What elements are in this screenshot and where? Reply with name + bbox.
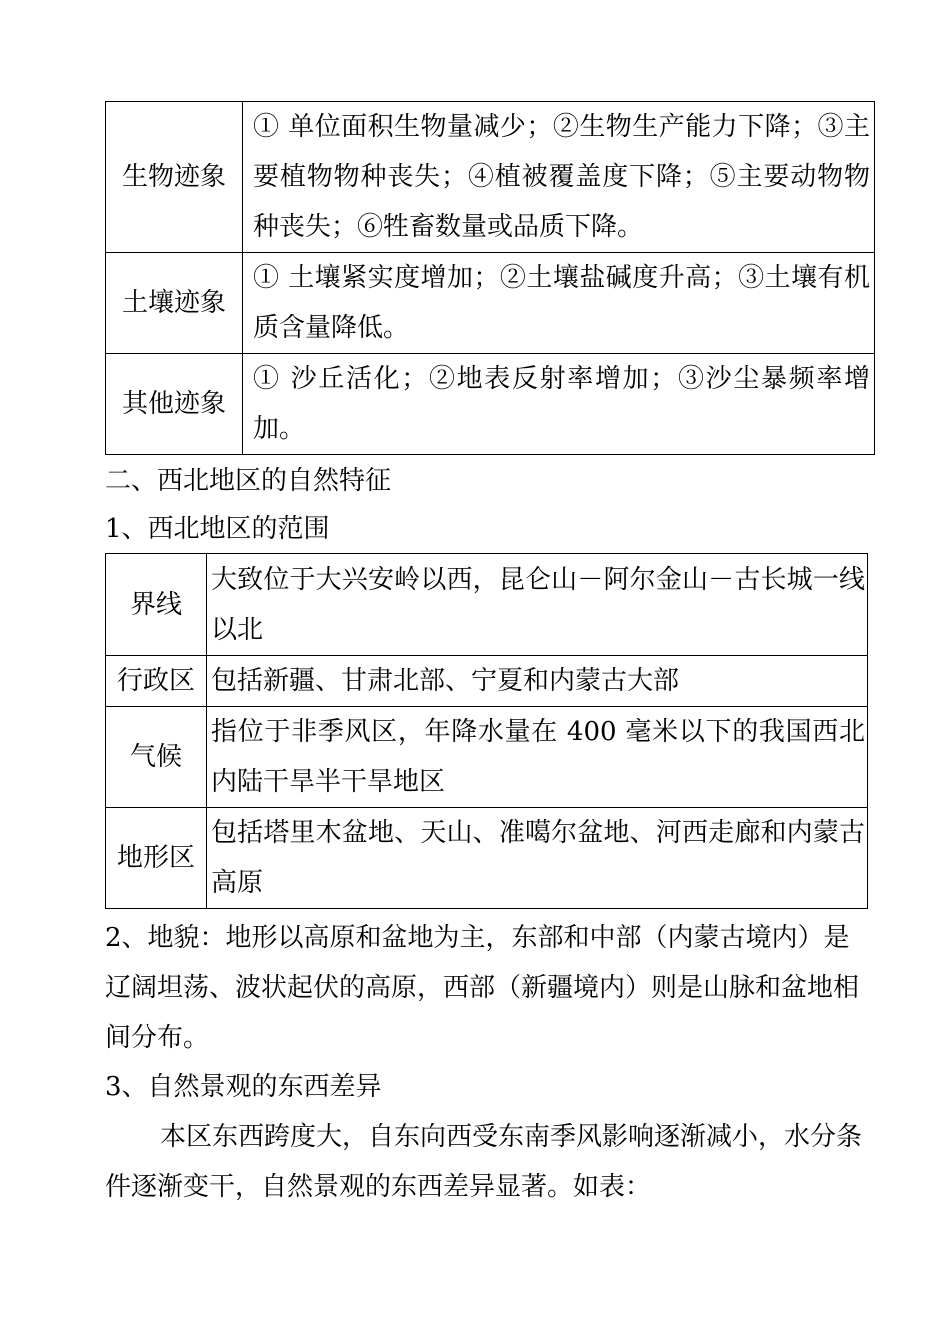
- landscape-paragraph: 本区东西跨度大，自东向西受东南季风影响逐渐减小，水分条件逐渐变干，自然景观的东西差异显著。如表：: [105, 1122, 863, 1202]
- row-content: 大致位于大兴安岭以西，昆仑山－阿尔金山－古长城一线以北: [207, 554, 868, 656]
- row-label: 行政区: [106, 656, 207, 707]
- table-row: [106, 707, 868, 808]
- row-content: 指位于非季风区，年降水量在 400 毫米以下的我国西北内陆干旱半干旱地区: [207, 707, 868, 808]
- subsection-heading: 3、自然景观的东西差异: [105, 1072, 382, 1102]
- row-label: 气候: [106, 707, 207, 808]
- row-label: 生物迹象: [106, 102, 243, 253]
- desertification-signs-table: [105, 101, 875, 455]
- row-label: 界线: [106, 554, 207, 656]
- row-label: 地形区: [106, 808, 207, 909]
- section-heading: 二、西北地区的自然特征: [105, 466, 392, 496]
- landform-paragraph: 2、地貌：地形以高原和盆地为主，东部和中部（内蒙古境内）是辽阔坦荡、波状起伏的高原，西部（新疆境内）则是山脉和盆地相间分布。: [105, 923, 860, 1053]
- table-row: [106, 808, 868, 909]
- row-content: ① 土壤紧实度增加；②土壤盐碱度升高；③土壤有机质含量降低。: [243, 253, 875, 354]
- subsection-heading: 1、西北地区的范围: [105, 514, 330, 544]
- row-label: 其他迹象: [106, 354, 243, 455]
- row-content: ① 沙丘活化；②地表反射率增加；③沙尘暴频率增加。: [243, 354, 875, 455]
- table-row: [106, 354, 875, 455]
- row-content: 包括塔里木盆地、天山、准噶尔盆地、河西走廊和内蒙古高原: [207, 808, 868, 909]
- table-row: [106, 102, 875, 253]
- table-row: [106, 656, 868, 707]
- row-label: 土壤迹象: [106, 253, 243, 354]
- table-row: [106, 253, 875, 354]
- row-content: 包括新疆、甘肃北部、宁夏和内蒙古大部: [207, 656, 868, 707]
- table-row: [106, 554, 868, 656]
- row-content: ① 单位面积生物量减少；②生物生产能力下降；③主要植物物种丧失；④植被覆盖度下降；⑤主要动物物种丧失；⑥牲畜数量或品质下降。: [243, 102, 875, 253]
- northwest-scope-table: [105, 553, 868, 909]
